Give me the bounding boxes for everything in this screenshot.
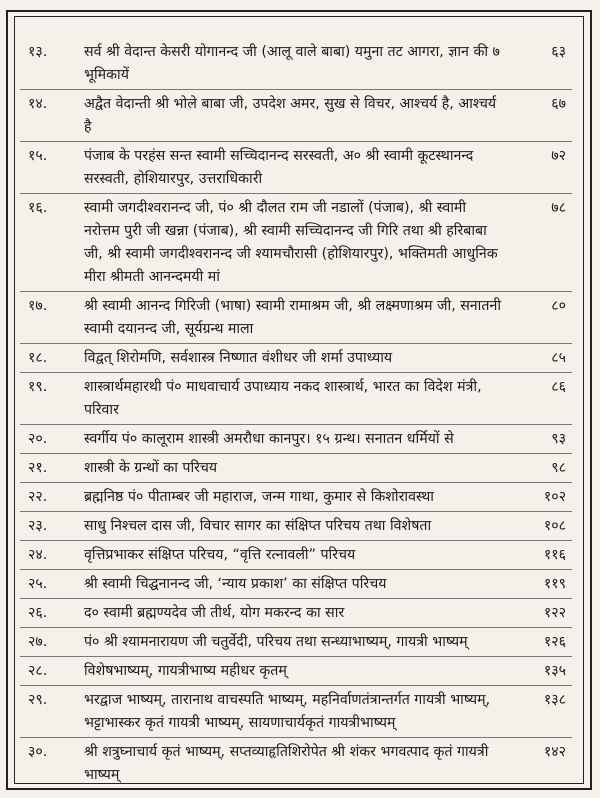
toc-row (20, 453, 572, 482)
toc-row (20, 540, 572, 569)
entry-page: ८० (551, 298, 566, 314)
entry-title: श्री स्वामी आनन्द गिरिजी (भाषा) स्वामी रामाश्रम जी, श्री लक्ष्मणाश्रम जी, सनातनी स्वामी दयानन्द जी, सूर्यग्रन्थ माला (84, 298, 501, 337)
entry-number: २८. (28, 663, 48, 679)
toc-row (20, 291, 572, 343)
entry-title: स्वामी जगदीश्वरानन्द जी, पं० श्री दौलत राम जी नडालों (पंजाब), श्री स्वामी नरोत्तम पुरी जी खन्ना (पंजाब), श्री स्वामी सच्चिदानन्द जी गिरि तथा श्री हरिबाबा जी, श्री स्वामी जगदीश्वरानन्द जी श्यामचौरासी (होशियारपुर), भक्तिमती आधुनिक मीरा श्रीमती आनन्दमयी मां (84, 200, 498, 285)
entry-page: ११६ (543, 547, 566, 563)
entry-number: १३. (28, 44, 48, 60)
entry-page: १२२ (543, 605, 566, 621)
entry-title: श्री स्वामी चिद्घनानन्द जी, ‘न्याय प्रकाश’ का संक्षिप्त परिचय (84, 576, 387, 592)
entry-page: ७२ (551, 148, 566, 164)
entry-page: १२६ (543, 634, 566, 650)
entry-page: १३५ (543, 663, 566, 679)
toc-row (20, 598, 572, 627)
entry-number: १७. (28, 298, 48, 314)
entry-page: ६७ (551, 96, 566, 112)
toc-row (20, 737, 572, 789)
toc-row (20, 343, 572, 372)
entry-page: ९३ (551, 431, 566, 447)
entry-page: ७८ (551, 200, 566, 216)
toc-row (20, 193, 572, 291)
entry-number: २०. (28, 431, 48, 447)
entry-page: १०२ (543, 489, 566, 505)
entry-title: द० स्वामी ब्रह्मण्यदेव जी तीर्थ, योग मकरन्द का सार (84, 605, 345, 621)
entry-title: विशेषभाष्यम्, गायत्रीभाष्य महीधर कृतम् (84, 663, 287, 679)
entry-number: १५. (28, 148, 48, 164)
entry-number: १९. (28, 379, 48, 395)
entry-number: ३०. (28, 744, 48, 760)
entry-number: २४. (28, 547, 48, 563)
entry-title: भरद्वाज भाष्यम्, तारानाथ वाचस्पति भाष्यम्, महनिर्वाणतंत्रान्तर्गत गायत्री भाष्यम्, भट्टाभास्कर कृतं गायत्री भाष्यम्, सायणाचार्यकृतं गायत्रीभाष्यम् (84, 692, 491, 731)
entry-title: शास्त्रार्थमहारथी पं० माधवाचार्य उपाध्याय नकद शास्त्रार्थ, भारत का विदेश मंत्री, परिवार (84, 379, 482, 418)
entry-number: २२. (28, 489, 48, 505)
entry-title: साधु निश्चल दास जी, विचार सागर का संक्षिप्त परिचय तथा विशेषता (84, 518, 432, 534)
toc-row (20, 685, 572, 737)
entry-title: श्री शत्रुघ्नाचार्य कृतं भाष्यम्, सप्तव्याहृतिशिरोपेत श्री शंकर भगवत्पाद कृतं गायत्री भाष्यम् (84, 744, 489, 783)
entry-page: ६३ (551, 44, 566, 60)
entry-number: २३. (28, 518, 48, 534)
entry-title: पंजाब के परहंस सन्त स्वामी सच्चिदानन्द सरस्वती, अ० श्री स्वामी कूटस्थानन्द सरस्वती, होशियारपुर, उत्तराधिकारी (84, 148, 474, 187)
toc-row (20, 627, 572, 656)
toc-row (20, 38, 572, 89)
entry-title: पं० श्री श्यामनारायण जी चतुर्वेदी, परिचय तथा सन्ध्याभाष्यम्, गायत्री भाष्यम् (84, 634, 468, 650)
entry-page: ११९ (543, 576, 566, 592)
entry-number: २९. (28, 692, 48, 708)
toc-row (20, 372, 572, 424)
entry-number: १६. (28, 200, 48, 216)
entry-page: ८५ (551, 350, 566, 366)
entry-page: ८६ (551, 379, 566, 395)
toc-row (20, 569, 572, 598)
toc-row (20, 656, 572, 685)
entry-number: २५. (28, 576, 48, 592)
entry-title: स्वर्गीय पं० कालूराम शास्त्री अमरौधा कानपुर। १५ ग्रन्थ। सनातन धर्मियों से (84, 431, 454, 447)
toc-row (20, 482, 572, 511)
entry-number: १८. (28, 350, 48, 366)
toc-row (20, 141, 572, 193)
entry-number: १४. (28, 96, 48, 112)
entry-page: १०८ (543, 518, 566, 534)
toc-row (20, 424, 572, 453)
entry-number: २७. (28, 634, 48, 650)
entry-page: १४२ (543, 744, 566, 760)
entry-title: वृत्तिप्रभाकर संक्षिप्त परिचय, “वृत्ति रत्नावली” परिचय (84, 547, 356, 563)
entry-title: शास्त्री के ग्रन्थों का परिचय (84, 460, 218, 476)
entry-number: २६. (28, 605, 48, 621)
toc-row (20, 89, 572, 141)
entry-title: सर्व श्री वेदान्त केसरी योगानन्द जी (आलू वाले बाबा) यमुना तट आगरा, ज्ञान की ७ भूमिकायें (84, 44, 500, 83)
entry-title: अद्वैत वेदान्ती श्री भोले बाबा जी, उपदेश अमर, सुख से विचर, आश्चर्य है, आश्चर्य है (84, 96, 497, 135)
table-of-contents (20, 38, 572, 789)
entry-title: विद्वत् शिरोमणि, सर्वशास्त्र निष्णात वंशीधर जी शर्मा उपाध्याय (84, 350, 393, 366)
entry-title: ब्रह्मनिष्ठ पं० पीताम्बर जी महाराज, जन्म गाथा, कुमार से किशोरावस्था (84, 489, 434, 505)
toc-row (20, 511, 572, 540)
entry-number: २१. (28, 460, 48, 476)
entry-page: १३८ (543, 692, 566, 708)
entry-page: ९८ (551, 460, 566, 476)
